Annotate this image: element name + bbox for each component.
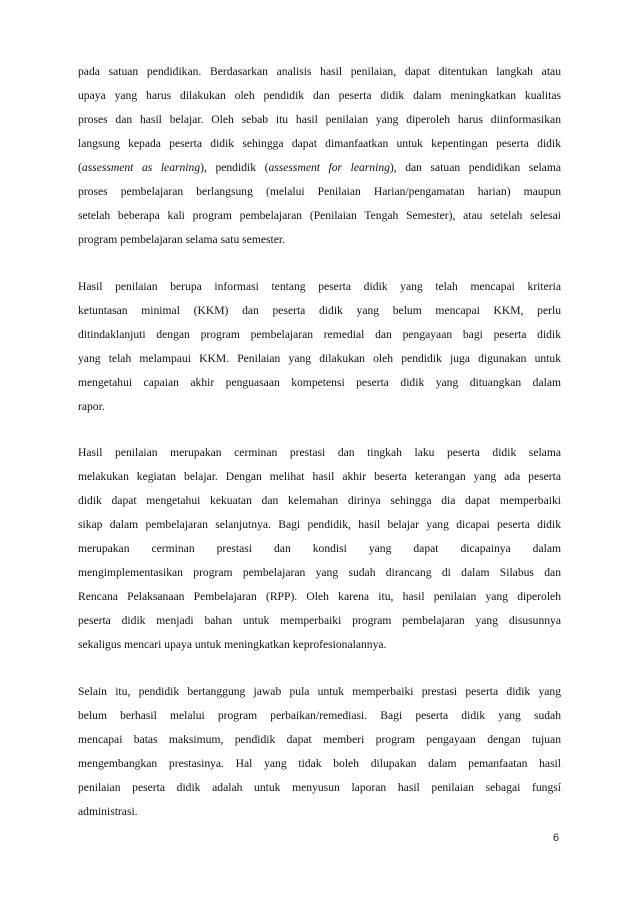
text-line: mencapai batas maksimum, pendidik dapat memberi program pengayaan dengan tujuan — [78, 732, 561, 746]
text-line: mengimplementasikan program pembelajaran yang sudah dirancang di dalam Silabus dan — [78, 566, 561, 579]
text-line: setelah beberapa kali program pembelajaran (Penilaian Tengah Semester), atau setelah selesai — [78, 209, 561, 222]
document-body — [78, 60, 561, 824]
paragraph-gap — [78, 419, 561, 442]
text-line: ditindaklanjuti dengan program pembelajaran remedial dan pengayaan bagi peserta didik — [78, 327, 561, 341]
paragraph — [78, 275, 561, 419]
text-line: belum berhasil melalui program perbaikan/remediasi. Bagi peserta didik yang sudah — [78, 708, 561, 722]
text-line — [78, 156, 561, 180]
paragraph — [78, 680, 561, 824]
italic-term: assessment for learning — [268, 161, 390, 174]
paragraph — [78, 60, 561, 252]
text-line: rapor. — [78, 399, 105, 413]
text-line: Hasil penilaian berupa informasi tentang peserta didik yang telah mencapai kriteria — [78, 279, 561, 293]
paragraph — [78, 441, 561, 657]
italic-term: assessment as learning — [81, 161, 201, 174]
text-line: melakukan kegiatan belajar. Dengan melihat hasil akhir beserta keterangan yang ada peserta — [78, 470, 561, 483]
text-line: sikap dalam pembelajaran selanjutnya. Bagi pendidik, hasil belajar yang dicapai peserta didik — [78, 518, 561, 531]
page-number: 6 — [553, 832, 560, 844]
text-line: mengetahui capaian akhir penguasaan kompetensi peserta didik yang dituangkan dalam — [78, 375, 561, 389]
text-line: proses dan hasil belajar. Oleh sebab itu hasil penilaian yang diperoleh harus diinformasikan — [78, 113, 561, 126]
text-run: ), pendidik ( — [200, 161, 269, 174]
text-line: mengembangkan prestasinya. Hal yang tidak boleh dilupakan dalam pemanfaatan hasil — [78, 756, 561, 770]
text-line: pada satuan pendidikan. Berdasarkan analisis hasil penilaian, dapat ditentukan langkah atau — [78, 65, 561, 78]
text-line: Selain itu, pendidik bertanggung jawab pula untuk memperbaiki prestasi peserta didik yang — [78, 684, 561, 698]
text-run: ), dan satuan pendidikan selama — [389, 161, 561, 174]
text-line: merupakan cerminan prestasi dan kondisi yang dapat dicapainya dalam — [78, 542, 561, 555]
text-line: penilaian peserta didik adalah untuk menyusun laporan hasil penilaian sebagai fungsí — [78, 780, 561, 794]
text-run: ( — [78, 161, 82, 174]
text-line: langsung kepada peserta didik sehingga dapat dimanfaatkan untuk kepentingan peserta didik — [78, 137, 561, 150]
text-line: Rencana Pelaksanaan Pembelajaran (RPP). Oleh karena itu, hasil penilaian yang diperoleh — [78, 590, 561, 603]
text-line: ketuntasan minimal (KKM) dan peserta didik yang belum mencapai KKM, perlu — [78, 303, 561, 317]
text-line: program pembelajaran selama satu semester. — [78, 233, 285, 246]
text-line: yang telah melampaui KKM. Penilaian yang dilakukan oleh pendidik juga digunakan untuk — [78, 351, 561, 365]
text-line: upaya yang harus dilakukan oleh pendidik dan peserta didik dalam meningkatkan kualitas — [78, 89, 561, 102]
text-line: didik dapat mengetahui kekuatan dan kelemahan dirinya sehingga dia dapat memperbaiki — [78, 494, 561, 507]
paragraph-gap — [78, 657, 561, 680]
paragraph-gap — [78, 252, 561, 275]
text-line: proses pembelajaran berlangsung (melalui Penilaian Harian/pengamatan harian) maupun — [78, 185, 561, 198]
text-line: sekaligus mencari upaya untuk meningkatkan keprofesionalannya. — [78, 638, 387, 651]
text-line: Hasil penilaian merupakan cerminan prestasi dan tingkah laku peserta didik selama — [78, 446, 561, 459]
text-line: peserta didik menjadi bahan untuk memperbaiki program pembelajaran yang disusunnya — [78, 614, 561, 627]
text-line: administrasi. — [78, 804, 138, 818]
